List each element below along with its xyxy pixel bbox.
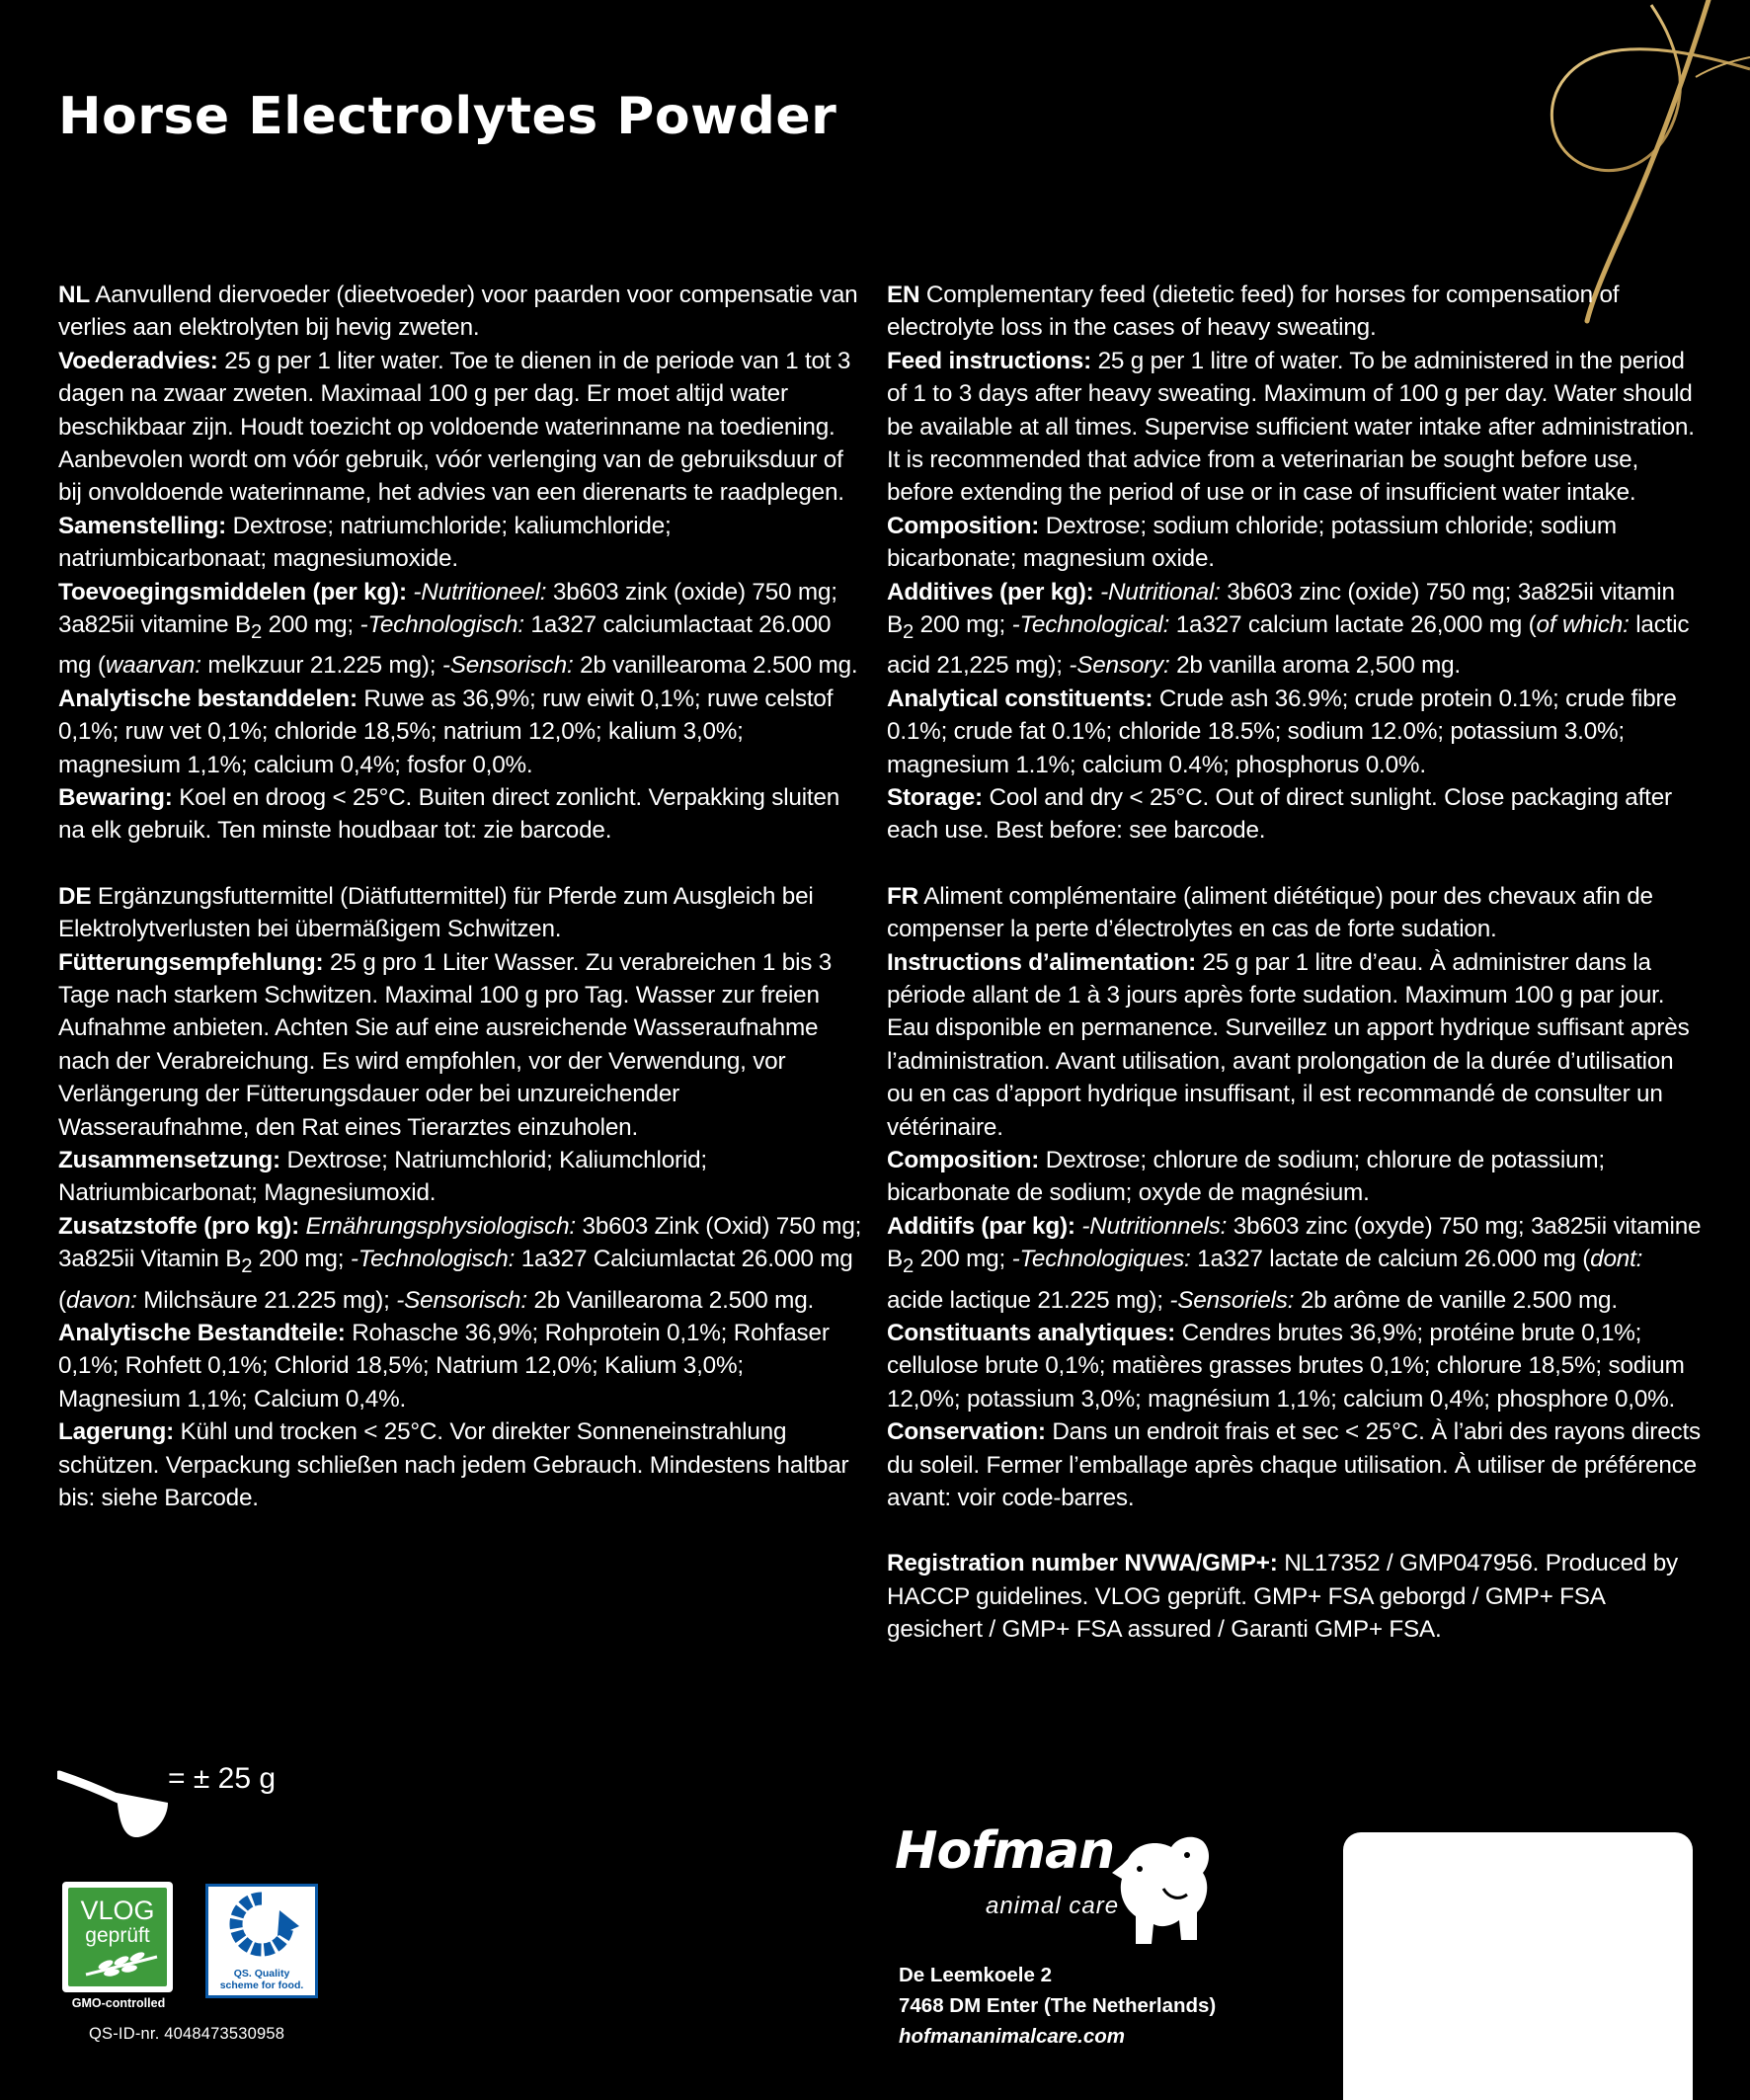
website-link[interactable]: hofmananimalcare.com — [899, 2025, 1125, 2048]
composition-text: Dextrose; sodium chloride; potassium chloride; sodium bicarbonate; magnesium oxide. — [887, 512, 1617, 573]
storage-text: Cool and dry < 25°C. Out of direct sunlight. Close packaging after each use. Best before: see barcode. — [887, 783, 1672, 845]
lang-code: FR — [887, 882, 918, 910]
storage-text: Dans un endroit frais et sec < 25°C. À l’abri des rayons directs du soleil. Fermer l’emballage après chaque utilisation. À utiliser de préférence avant: voir code-barres. — [887, 1418, 1701, 1511]
additives-note: waarvan: — [105, 652, 201, 680]
analytical-label: Analytische Bestandteile: — [58, 1319, 346, 1346]
analytical-text: Rohasche 36,9%; Rohprotein 0,1%; Rohfaser 0,1%; Rohfett 0,1%; Chlorid 18,5%; Natrium 12,0%; Kalium 3,0%; Magnesium 1,1%; Calcium 0,4%. — [58, 1319, 830, 1413]
subscript: 2 — [250, 620, 263, 643]
additives-label: Zusatzstoffe (pro kg): — [58, 1212, 299, 1240]
gmo-caption: GMO-controlled — [71, 1996, 166, 2010]
additives-text: 1a327 Calciumlactat 26.000 mg ( — [58, 1246, 853, 1314]
page-title: Horse Electrolytes Powder — [58, 87, 837, 146]
intro-text: Aliment complémentaire (aliment diététique) pour des chevaux afin de compenser la perte d’électrolytes en cas de forte sudation. — [887, 882, 1653, 943]
additives-note: -Sensory: — [1069, 652, 1170, 680]
vlog-badge-inner — [68, 1888, 167, 1986]
additives-note: dont: — [1590, 1246, 1643, 1273]
composition-label: Samenstelling: — [58, 512, 227, 539]
horse-cow-icon — [1108, 1829, 1217, 1948]
additives-note: -Technologisch: — [359, 611, 524, 639]
additives-text: 2b vanilla aroma 2,500 mg. — [1176, 652, 1461, 680]
label-placeholder-box — [1343, 1832, 1693, 2100]
registration-label: Registration number NVWA/GMP+: — [887, 1550, 1278, 1577]
qs-caption-line: QS. Quality — [233, 1968, 290, 1979]
vlog-subtitle: geprüft — [85, 1924, 150, 1947]
composition-text: Dextrose; Natriumchlorid; Kaliumchlorid; Natriumbicarbonat; Magnesiumoxid. — [58, 1147, 707, 1207]
additives-note: -Technological: — [1011, 611, 1170, 639]
composition-text: Dextrose; natriumchloride; kaliumchloride; natriumbicarbonaat; magnesiumoxide. — [58, 512, 672, 573]
section-de — [58, 880, 868, 1515]
additives-text: lactic acid 21,225 mg); — [887, 611, 1690, 680]
additives-text: melkzuur 21.225 mg); — [207, 652, 437, 680]
scoop-icon — [57, 1763, 171, 1842]
additives-note: -Nutritioneel: — [413, 578, 547, 606]
vlog-title: VLOG — [80, 1896, 155, 1925]
composition-label: Zusammensetzung: — [58, 1147, 280, 1174]
additives-note: -Sensoriels: — [1169, 1286, 1295, 1314]
additives-text: 3b603 Zink (Oxid) 750 mg; 3a825ii Vitamin B — [58, 1212, 862, 1273]
additives-label: Additifs (par kg): — [887, 1212, 1075, 1240]
additives-text: 3b603 zinc (oxyde) 750 mg; 3a825ii vitamine B — [887, 1212, 1702, 1273]
additives-note: -Nutritional: — [1100, 578, 1221, 606]
qs-id: QS-ID-nr. 4048473530958 — [89, 2025, 285, 2043]
additives-text: 2b Vanillearoma 2.500 mg. — [533, 1286, 815, 1314]
address-city: 7468 DM Enter (The Netherlands) — [899, 1994, 1217, 2017]
additives-text: Milchsäure 21.225 mg); — [143, 1286, 390, 1314]
analytical-label: Constituants analytiques: — [887, 1319, 1175, 1346]
additives-label: Additives (per kg): — [887, 578, 1094, 606]
lang-code: EN — [887, 282, 920, 308]
additives-note: of which: — [1536, 611, 1630, 639]
additives-note: -Technologisch: — [350, 1246, 516, 1273]
scoop-amount: = ± 25 g — [168, 1762, 277, 1795]
subscript: 2 — [903, 1255, 915, 1278]
right-column — [887, 279, 1703, 1679]
storage-text: Koel en droog < 25°C. Buiten direct zonlicht. Verpakking sluiten na elk gebruik. Ten minste houdbaar tot: zie barcode. — [58, 783, 840, 845]
qs-arrow-icon — [208, 1891, 315, 1960]
additives-text: 3b603 zink (oxide) 750 mg; 3a825ii vitamine B — [58, 578, 837, 639]
additives-note: -Sensorisch: — [441, 652, 574, 680]
additives-note: davon: — [65, 1286, 137, 1314]
additives-text: 200 mg; — [919, 1246, 1006, 1273]
feed-label: Voederadvies: — [58, 347, 218, 374]
additives-note: -Sensorisch: — [396, 1286, 527, 1314]
additives-text: 200 mg; — [919, 611, 1006, 639]
analytical-text: Crude ash 36.9%; crude protein 0.1%; crude fibre 0.1%; crude fat 0.1%; chloride 18.5%; sodium 12.0%; potassium 3.0%; magnesium 1.1%; calcium 0.4%; phosphorus 0.0%. — [887, 685, 1677, 778]
qs-caption-line: scheme for food. — [219, 1979, 304, 1991]
subscript: 2 — [241, 1255, 253, 1278]
feed-text: 25 g pro 1 Liter Wasser. Zu verabreichen 1 bis 3 Tage nach starkem Schwitzen. Maximal 100 g pro Tag. Wasser zur freien Aufnahme anbieten. Achten Sie auf eine ausreichende Wasseraufnahme nach der Verabreichung. Es wird empfohlen, vor der Verwendung, vor Verlängerung der Fütterungsdauer oder bei unzureichender Wasseraufnahme, den Rat eines Tierarztes einzuholen. — [58, 948, 833, 1141]
intro-text: Aanvullend diervoeder (dieetvoeder) voor paarden voor compensatie van verlies aan elektrolyten bij hevig zweten. — [58, 282, 858, 342]
address-street: De Leemkoele 2 — [899, 1964, 1052, 1986]
storage-label: Lagerung: — [58, 1418, 174, 1446]
registration-text: NL17352 / GMP047956. Produced by HACCP guidelines. VLOG geprüft. GMP+ FSA geborgd / GMP+ FSA gesichert / GMP+ FSA assured / Garanti GMP+ FSA. — [887, 1550, 1679, 1644]
vlog-badge — [62, 1882, 173, 1992]
qs-caption — [208, 1968, 315, 1991]
feed-label: Fütterungsempfehlung: — [58, 948, 324, 976]
composition-label: Composition: — [887, 512, 1040, 539]
additives-text: 200 mg; — [268, 611, 354, 639]
section-en — [887, 279, 1703, 848]
additives-note: -Nutritionnels: — [1081, 1212, 1228, 1240]
additives-label: Toevoegingsmiddelen (per kg): — [58, 578, 407, 606]
storage-label: Bewaring: — [58, 783, 173, 811]
lang-code: NL — [58, 282, 90, 308]
additives-note: Ernährungsphysiologisch: — [305, 1212, 576, 1240]
address-block — [899, 1960, 1216, 2052]
additives-text: 2b arôme de vanille 2.500 mg. — [1300, 1286, 1618, 1314]
additives-text: 1a327 lactate de calcium 26.000 mg ( — [1197, 1246, 1591, 1273]
feed-text: 25 g per 1 liter water. Toe te dienen in de periode van 1 tot 3 dagen na zwaar zweten. Maximaal 100 g per dag. Er moet altijd water beschikbaar zijn. Houdt toezicht op voldoende waterinname na toediening. Aanbevolen wordt om vóór gebruik, vóór verlenging van de gebruiksduur of bij onvoldoende waterinname, het advies van een dierenarts te raadplegen. — [58, 347, 851, 507]
composition-text: Dextrose; chlorure de sodium; chlorure de potassium; bicarbonate de sodium; oxyde de magnésium. — [887, 1147, 1605, 1207]
registration-block — [887, 1547, 1703, 1646]
analytical-text: Cendres brutes 36,9%; protéine brute 0,1%; cellulose brute 0,1%; matières grasses brutes 0,1%; chlorure 18,5%; sodium 12,0%; potassium 3,0%; magnésium 1,1%; calcium 0,4%; phosphore 0,0%. — [887, 1319, 1685, 1413]
storage-label: Storage: — [887, 783, 983, 811]
feed-label: Instructions d’alimentation: — [887, 948, 1196, 976]
left-column — [58, 279, 868, 1547]
wheat-leaf-icon — [82, 1951, 161, 1979]
section-nl — [58, 279, 868, 848]
additives-text: 1a327 calciumlactaat 26.000 mg ( — [58, 611, 832, 680]
analytical-label: Analytische bestanddelen: — [58, 685, 358, 712]
subscript: 2 — [903, 620, 915, 643]
composition-label: Composition: — [887, 1147, 1040, 1174]
additives-text: 1a327 calcium lactate 26,000 mg ( — [1175, 611, 1537, 639]
brand-logo: Hofman — [895, 1821, 1115, 1881]
analytical-label: Analytical constituents: — [887, 685, 1153, 712]
additives-text: 3b603 zinc (oxide) 750 mg; 3a825ii vitamin B — [887, 578, 1675, 639]
additives-text: 2b vanillearoma 2.500 mg. — [580, 652, 858, 680]
qs-badge — [205, 1884, 318, 1998]
additives-text: acide lactique 21.225 mg); — [887, 1286, 1163, 1314]
lang-code: DE — [58, 882, 92, 910]
intro-text: Ergänzungsfuttermittel (Diätfuttermittel) für Pferde zum Ausgleich bei Elektrolytverlusten bei übermäßigem Schwitzen. — [58, 882, 814, 943]
intro-text: Complementary feed (dietetic feed) for horses for compensation of electrolyte loss in the cases of heavy sweating. — [887, 282, 1620, 342]
storage-label: Conservation: — [887, 1418, 1046, 1446]
feed-text: 25 g par 1 litre d’eau. À administrer dans la période allant de 1 à 3 jours après forte sudation. Maximum 100 g par jour. Eau disponible en permanence. Surveillez un apport hydrique suffisant après l’administration. Avant utilisation, avant prolongation de la durée d’utilisation ou en cas d’apport hydrique insuffisant, il est recommandé de consulter un vétérinaire. — [887, 948, 1690, 1141]
feed-label: Feed instructions: — [887, 347, 1091, 374]
gold-swirl-icon — [1454, 0, 1750, 326]
additives-text: 200 mg; — [258, 1246, 345, 1273]
additives-note: -Technologiques: — [1011, 1246, 1191, 1273]
storage-text: Kühl und trocken < 25°C. Vor direkter Sonneneinstrahlung schützen. Verpackung schließen nach jedem Gebrauch. Mindestens haltbar bis: siehe Barcode. — [58, 1418, 849, 1511]
feed-text: 25 g per 1 litre of water. To be administered in the period of 1 to 3 days after heavy sweating. Maximum of 100 g per day. Water should be available at all times. Supervise sufficient water intake after administration. It is recommended that advice from a veterinarian be sought before use, before extending the period of use or in case of insufficient water intake. — [887, 347, 1695, 507]
brand-subtitle: animal care — [986, 1893, 1120, 1919]
analytical-text: Ruwe as 36,9%; ruw eiwit 0,1%; ruwe celstof 0,1%; ruw vet 0,1%; chloride 18,5%; natrium 12,0%; kalium 3,0%; magnesium 1,1%; calcium 0,4%; fosfor 0,0%. — [58, 685, 834, 778]
section-fr — [887, 880, 1703, 1515]
